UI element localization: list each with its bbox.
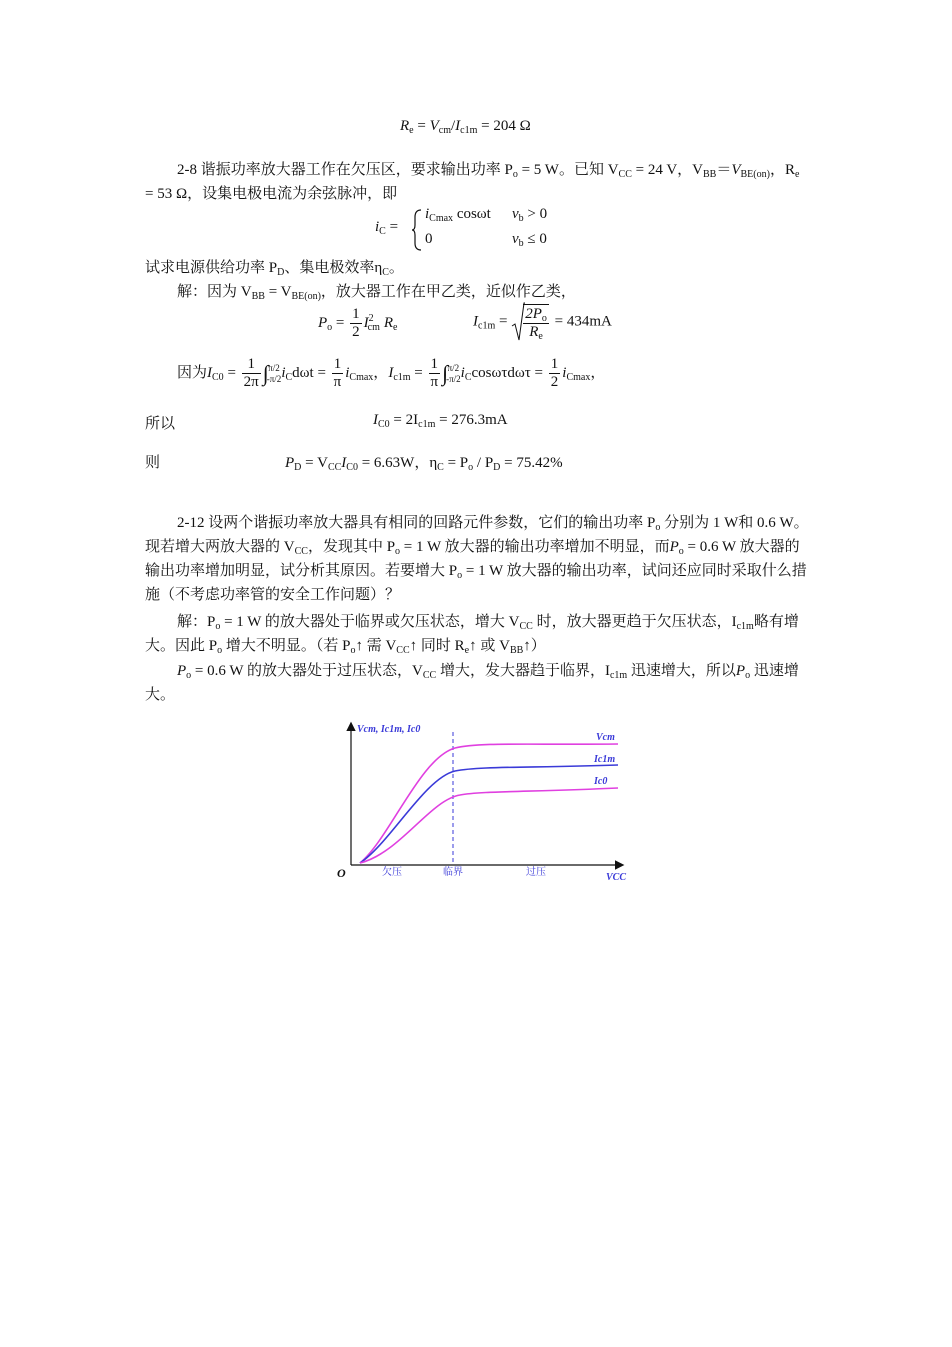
sub: BE(on) <box>291 291 321 302</box>
sup: 2 <box>368 312 374 324</box>
denominator: π <box>430 374 439 390</box>
solution-line <box>177 280 576 301</box>
text: dωt = <box>292 364 330 381</box>
legend-ic1m: Ic1m <box>594 754 616 765</box>
sub: C <box>437 462 444 473</box>
equation-ic-piecewise <box>375 205 595 255</box>
text: = 5 W。已知 V <box>517 162 619 178</box>
sub: c1m <box>478 320 496 332</box>
region-critical: 临界 <box>443 867 463 878</box>
var: i <box>281 364 286 381</box>
sub: c1m <box>393 371 411 383</box>
sub: c1m <box>418 419 436 430</box>
var: i <box>425 206 430 222</box>
upper-limit: π/2 <box>447 362 460 373</box>
var: V <box>731 162 741 178</box>
var: I <box>363 314 369 331</box>
sub: CC <box>618 169 632 180</box>
var: i <box>562 364 567 381</box>
fraction <box>429 356 441 391</box>
sub: o <box>541 312 547 324</box>
numerator: 1 <box>352 306 360 322</box>
limits <box>267 363 282 385</box>
sub: b <box>518 238 524 249</box>
text: 增大，发大器趋于临界，I <box>436 663 610 679</box>
numerator: 1 <box>242 356 261 374</box>
equation-ic0-result <box>373 412 508 429</box>
var: P <box>177 663 187 679</box>
text: = <box>413 118 430 134</box>
denominator: π <box>333 374 342 390</box>
case-2 <box>425 231 433 248</box>
var: i <box>345 364 350 381</box>
text: 和 0.6 W。现若增大两放大器的 V <box>145 515 809 555</box>
text: ＝ <box>716 162 732 178</box>
region-underdriven: 欠压 <box>382 867 402 878</box>
numerator: 1 <box>550 356 559 372</box>
integral-icon: ∫ <box>442 360 449 386</box>
text: 解：P <box>177 614 216 630</box>
sub: BE(on) <box>740 169 770 180</box>
text: = <box>332 314 349 331</box>
text: = V <box>264 284 292 300</box>
text: 迅速增大，所以 <box>627 663 736 679</box>
text: 因为 <box>177 364 208 381</box>
legend-ic0: Ic0 <box>594 776 608 787</box>
sub: CC <box>396 645 410 656</box>
text: cosωt <box>453 206 491 222</box>
denominator: 2 <box>550 374 559 390</box>
sub: c1m <box>736 621 754 632</box>
sub: C <box>379 226 386 237</box>
text: ，R <box>769 162 795 178</box>
text: cosωτdωτ = <box>471 364 547 381</box>
text: 2-8 谐振功率放大器工作在欠压区，要求输出功率 P <box>177 162 513 178</box>
sub: CC <box>422 670 437 681</box>
text: = 1 W 放大器的输出功率增加不明显，而 <box>400 539 670 555</box>
text: ↑） <box>523 638 546 654</box>
upper-limit: π/2 <box>268 362 280 373</box>
ic-lhs <box>375 219 398 236</box>
sub: BB <box>702 169 717 180</box>
then-label: 则 <box>145 455 161 471</box>
text: 。 <box>388 260 404 276</box>
text: = 1 W 放大器的输出功 <box>462 563 612 579</box>
numerator: 1 <box>429 356 441 374</box>
text: ↑ 或 V <box>469 638 510 654</box>
sub: e <box>393 321 398 333</box>
problem-2-12 <box>145 511 810 607</box>
text: ↑ 需 V <box>355 638 397 654</box>
sub: b <box>518 213 524 224</box>
var: i <box>460 364 465 381</box>
var: I <box>341 455 347 471</box>
sub: D <box>493 462 501 473</box>
var: 2P <box>525 305 542 322</box>
text: ≤ 0 <box>523 231 547 247</box>
sub: o <box>655 522 661 533</box>
sub: e <box>409 125 414 136</box>
text: = 6.63W，η <box>357 455 438 471</box>
x-axis-label: VCC <box>606 872 627 883</box>
integral-icon: ∫ <box>262 360 269 386</box>
fraction <box>523 304 549 341</box>
var: P <box>285 455 295 471</box>
var: R <box>529 323 539 340</box>
sub: cm <box>367 321 380 333</box>
var: v <box>512 206 519 222</box>
lower-limit: -π/2 <box>446 373 461 384</box>
text: 分别为 1 W <box>660 515 739 531</box>
var: v <box>512 231 519 247</box>
sub: CC <box>519 621 533 632</box>
text: ， <box>373 364 389 381</box>
legend-vcm: Vcm <box>596 732 615 743</box>
text: = 204 Ω <box>477 118 531 134</box>
sub: C0 <box>212 371 224 383</box>
limits <box>446 363 461 385</box>
var: R <box>400 118 410 134</box>
text: = 0.6 W 的放大器处于过压状态，V <box>191 663 423 679</box>
characteristic-chart <box>330 718 630 890</box>
sub: e <box>464 645 470 656</box>
fraction <box>350 306 362 341</box>
text: = 434mA <box>550 313 612 330</box>
sub: o <box>745 670 751 681</box>
sub: Cmax <box>349 371 374 383</box>
sub: C <box>464 371 472 383</box>
sub: c1m <box>460 125 478 136</box>
sqrt <box>511 302 551 342</box>
numerator: 1 <box>332 356 344 374</box>
case-1-cond <box>512 206 547 223</box>
sub: o <box>512 169 518 180</box>
sub: o <box>468 462 474 473</box>
text: = 2I <box>389 412 419 428</box>
sub: Cmax <box>429 213 454 224</box>
var: I <box>473 313 478 330</box>
sub: BB <box>251 291 265 302</box>
equation-re <box>400 118 531 135</box>
curve-ic0 <box>360 788 618 863</box>
text: = <box>223 364 240 381</box>
equation-ic1m <box>473 302 612 342</box>
text: 2-12 设两个谐振功率放大器具有相同的回路元件参数，它们的输出功率 P <box>177 515 656 531</box>
text: 试求电源供给功率 P <box>145 260 278 276</box>
var: V <box>429 118 439 134</box>
equation-pd <box>285 451 563 472</box>
sub: C0 <box>378 419 390 430</box>
sub: o <box>457 570 463 581</box>
text: = V <box>301 455 328 471</box>
sub: e <box>538 330 543 342</box>
var: P <box>318 314 328 331</box>
question-line <box>145 256 404 277</box>
text: ↑ 同时 R <box>409 638 465 654</box>
sub: o <box>350 645 356 656</box>
text: ，放大器工作在甲乙类，近似作乙类， <box>320 284 576 300</box>
region-overdriven: 过压 <box>526 867 546 878</box>
text: 略有增大。因此 P <box>145 614 799 654</box>
sub: CC <box>327 462 342 473</box>
var: I <box>207 364 213 381</box>
var: I <box>455 118 461 134</box>
text: = <box>385 219 399 235</box>
text: = P <box>443 455 469 471</box>
text: = <box>410 364 427 381</box>
text: = 276.3mA <box>435 412 508 428</box>
text: ，发现其中 P <box>307 539 396 555</box>
answer-2-12-b <box>145 659 810 707</box>
brace-icon <box>411 209 423 251</box>
text: = 24 V，V <box>631 162 703 178</box>
sub: BB <box>509 645 524 656</box>
sub: o <box>217 645 223 656</box>
sub: C <box>285 371 293 383</box>
numerator <box>523 306 549 324</box>
y-axis-label: Vcm, Ic1m, Ic0 <box>357 724 421 735</box>
sub: c1m <box>609 670 628 681</box>
curve-vcm <box>360 744 618 863</box>
denominator: 2π <box>243 374 259 390</box>
fraction <box>242 356 261 391</box>
equation-integrals <box>177 356 605 391</box>
text: = 0.6 W 放大器的输出功率增加明显，试分析其原因。若要增大 P <box>145 539 800 579</box>
problem-2-8 <box>145 158 810 206</box>
sub: cm <box>438 125 451 136</box>
var: P <box>735 663 746 679</box>
sub: D <box>277 267 285 278</box>
var: i <box>375 219 380 235</box>
text: = 1 W 的放大器处于临界或欠压状态，增大 V <box>220 614 520 630</box>
text: 时，放大器更趋于欠压状态，I <box>532 614 737 630</box>
case-1 <box>425 206 491 223</box>
text: 率，试问还应同时采取什么措施（不考虑功率管的安全工作问题）？ <box>145 563 807 603</box>
text: = <box>495 313 512 330</box>
sub: o <box>327 321 333 333</box>
text: > 0 <box>523 206 548 222</box>
sub: C0 <box>346 462 358 473</box>
text: = 75.42% <box>500 455 563 471</box>
text: / P <box>473 455 494 471</box>
text: 增大不明显。（若 P <box>222 638 351 654</box>
var: I <box>373 412 378 428</box>
text: / <box>450 118 456 134</box>
sub: D <box>294 462 302 473</box>
equation-po <box>318 306 397 341</box>
sub: o <box>186 670 192 681</box>
case-2-cond <box>512 231 547 248</box>
answer-2-12-a <box>145 610 810 658</box>
denominator <box>523 324 549 341</box>
sub: o <box>215 621 221 632</box>
fraction <box>549 356 561 391</box>
denominator: 2 <box>352 324 360 340</box>
lower-limit: -π/2 <box>266 373 282 384</box>
sub: Cmax <box>566 371 591 383</box>
var: P <box>669 539 679 555</box>
curve-ic1m <box>360 765 618 863</box>
var: I <box>388 364 394 381</box>
so-label: 所以 <box>145 416 176 432</box>
sub: C <box>382 267 389 278</box>
origin-label: O <box>337 866 346 880</box>
sub: o <box>395 546 401 557</box>
fraction <box>332 356 344 391</box>
var: R <box>383 314 394 331</box>
text: 解：因为 V <box>177 284 252 300</box>
text: 0 <box>425 231 433 247</box>
sub: o <box>678 546 684 557</box>
sub: CC <box>294 546 308 557</box>
text: = 53 Ω，设集电极电流为余弦脉冲，即 <box>145 186 398 202</box>
sub: e <box>794 169 800 180</box>
text: 迅速增大。 <box>145 663 799 703</box>
text: ， <box>590 364 606 381</box>
text: 、集电极效率η <box>284 260 383 276</box>
